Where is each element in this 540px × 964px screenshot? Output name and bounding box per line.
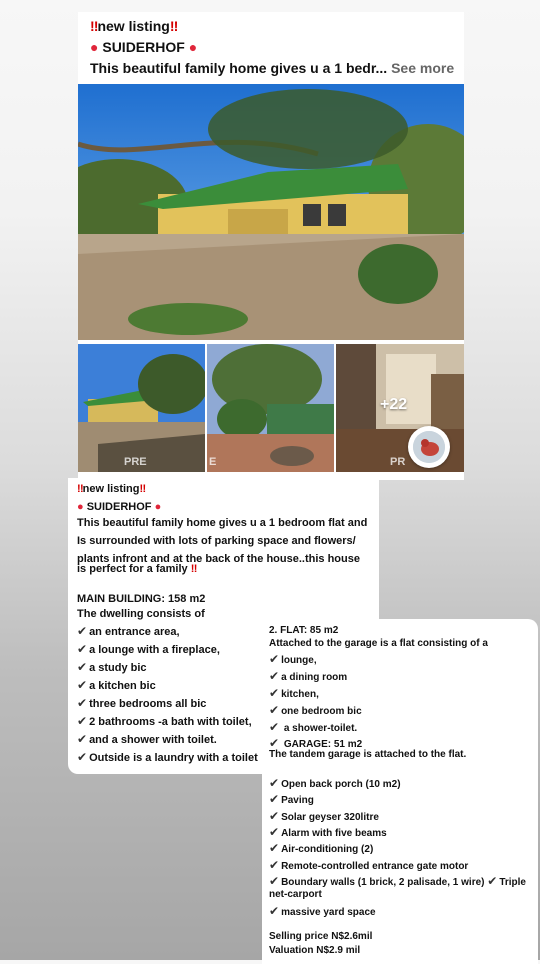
check-icon: ✔ (77, 732, 88, 746)
profile-avatar[interactable] (408, 426, 450, 468)
post-location: SUIDERHOF (102, 39, 185, 55)
details-paragraph-line: is perfect for a family (77, 563, 188, 575)
post-title-line (90, 16, 460, 37)
post-title: new listing (97, 18, 170, 34)
pin-icon: ● (188, 39, 198, 55)
photo-watermark: PR (390, 456, 406, 468)
check-icon: ✔ (77, 714, 88, 728)
double-exclamation-icon: ‼ (139, 483, 146, 495)
flat-item: ✔ one bedroom bic (269, 703, 362, 717)
check-icon: ✔ (77, 660, 88, 674)
feature-item: ✔ Outside is a laundry with a toilet (77, 750, 258, 764)
double-exclamation-icon: ‼ (90, 18, 98, 34)
flat-item: ✔ kitchen, (269, 686, 319, 700)
garage-description: The tandem garage is attached to the flat. (269, 749, 467, 760)
check-icon: ✔ (269, 904, 280, 918)
check-icon: ✔ (77, 642, 88, 656)
feature-item: ✔ Open back porch (10 m2) (269, 776, 401, 790)
check-icon: ✔ (269, 736, 280, 750)
flat-item: ✔ a dining room (269, 669, 348, 683)
check-icon: ✔ (269, 792, 280, 806)
dwelling-heading: The dwelling consists of (77, 608, 205, 620)
check-icon: ✔ (269, 776, 280, 790)
details-paragraph-end-line (77, 560, 196, 578)
see-more-link[interactable]: See more (391, 60, 455, 76)
feature-item: ✔ massive yard space (269, 904, 376, 918)
details-title-line (77, 480, 145, 498)
flat-heading: 2. FLAT: 85 m2 (269, 625, 339, 636)
pin-icon: ● (77, 501, 84, 513)
feature-item: ✔ a lounge with a fireplace, (77, 642, 220, 656)
house-photo-image (78, 84, 464, 340)
feature-item: ✔ an entrance area, (77, 624, 180, 638)
details-title: new listing (82, 483, 140, 495)
main-building-heading: MAIN BUILDING: 158 m2 (77, 593, 206, 605)
details-paragraph-line: This beautiful family home gives u a 1 bedroom flat and (77, 517, 368, 529)
post-description-line (90, 58, 460, 79)
post-header (90, 16, 460, 79)
feature-item-continued: net-carport (269, 889, 322, 900)
listing-post (78, 12, 464, 480)
check-icon: ✔ (269, 825, 280, 839)
main-house-photo[interactable] (78, 84, 464, 340)
thumbnail-image (207, 344, 334, 472)
feature-item: ✔ Remote-controlled entrance gate motor (269, 858, 469, 872)
flat-item: ✔ a shower-toilet. (269, 720, 358, 734)
feature-item: ✔ Air-conditioning (2) (269, 841, 374, 855)
thumbnail-photo-3[interactable] (336, 344, 464, 472)
details-paragraph-line: Is surrounded with lots of parking space and flowers/ (77, 535, 356, 547)
check-icon: ✔ (269, 874, 280, 888)
feature-item: ✔ Boundary walls (1 brick, 2 palisade, 1 wire) ✔ Triple (269, 874, 526, 888)
pin-icon: ● (154, 501, 162, 513)
check-icon: ✔ (77, 624, 88, 638)
check-icon: ✔ (269, 720, 280, 734)
feature-item: ✔ three bedrooms all bic (77, 696, 207, 710)
valuation: Valuation N$2.9 mil (269, 945, 361, 956)
check-icon: ✔ (77, 750, 88, 764)
garage-heading: ✔ GARAGE: 51 m2 (269, 736, 363, 750)
check-icon: ✔ (487, 874, 498, 888)
check-icon: ✔ (269, 841, 280, 855)
post-location-line (90, 37, 460, 58)
details-location: SUIDERHOF (86, 501, 152, 513)
rooster-icon (413, 431, 445, 463)
check-icon: ✔ (269, 809, 280, 823)
check-icon: ✔ (269, 703, 280, 717)
check-icon: ✔ (269, 669, 280, 683)
feature-item: ✔ a kitchen bic (77, 678, 156, 692)
double-exclamation-icon: ‼ (77, 483, 83, 495)
check-icon: ✔ (77, 696, 88, 710)
check-icon: ✔ (269, 652, 280, 666)
thumbnail-photo-2[interactable] (207, 344, 334, 472)
feature-item: ✔ and a shower with toilet. (77, 732, 217, 746)
feature-item: ✔ a study bic (77, 660, 147, 674)
check-icon: ✔ (269, 858, 280, 872)
check-icon: ✔ (77, 678, 88, 692)
thumbnail-image (78, 344, 205, 472)
thumbnail-photo-1[interactable] (78, 344, 205, 472)
flat-details-card (262, 619, 538, 964)
feature-item: ✔ Solar geyser 320litre (269, 809, 379, 823)
check-icon: ✔ (269, 686, 280, 700)
details-paragraph-line: plants infront and at the back of the house..this house (77, 553, 360, 565)
flat-item: ✔ lounge, (269, 652, 317, 666)
photo-watermark: E (209, 456, 217, 468)
avatar-image (413, 431, 445, 463)
double-exclamation-icon: ‼ (169, 18, 178, 34)
selling-price: Selling price N$2.6mil (269, 931, 373, 942)
post-description: This beautiful family home gives u a 1 bedr... (90, 60, 388, 76)
feature-item: ✔ 2 bathrooms -a bath with toilet, (77, 714, 252, 728)
feature-item: ✔ Alarm with five beams (269, 825, 387, 839)
photo-watermark: PRE (124, 456, 147, 468)
pin-icon: ● (90, 39, 99, 55)
double-exclamation-icon: ‼ (190, 563, 197, 575)
flat-description: Attached to the garage is a flat consisting of a (269, 638, 488, 649)
more-photos-count: +22 (380, 396, 408, 413)
feature-item: ✔ Paving (269, 792, 314, 806)
